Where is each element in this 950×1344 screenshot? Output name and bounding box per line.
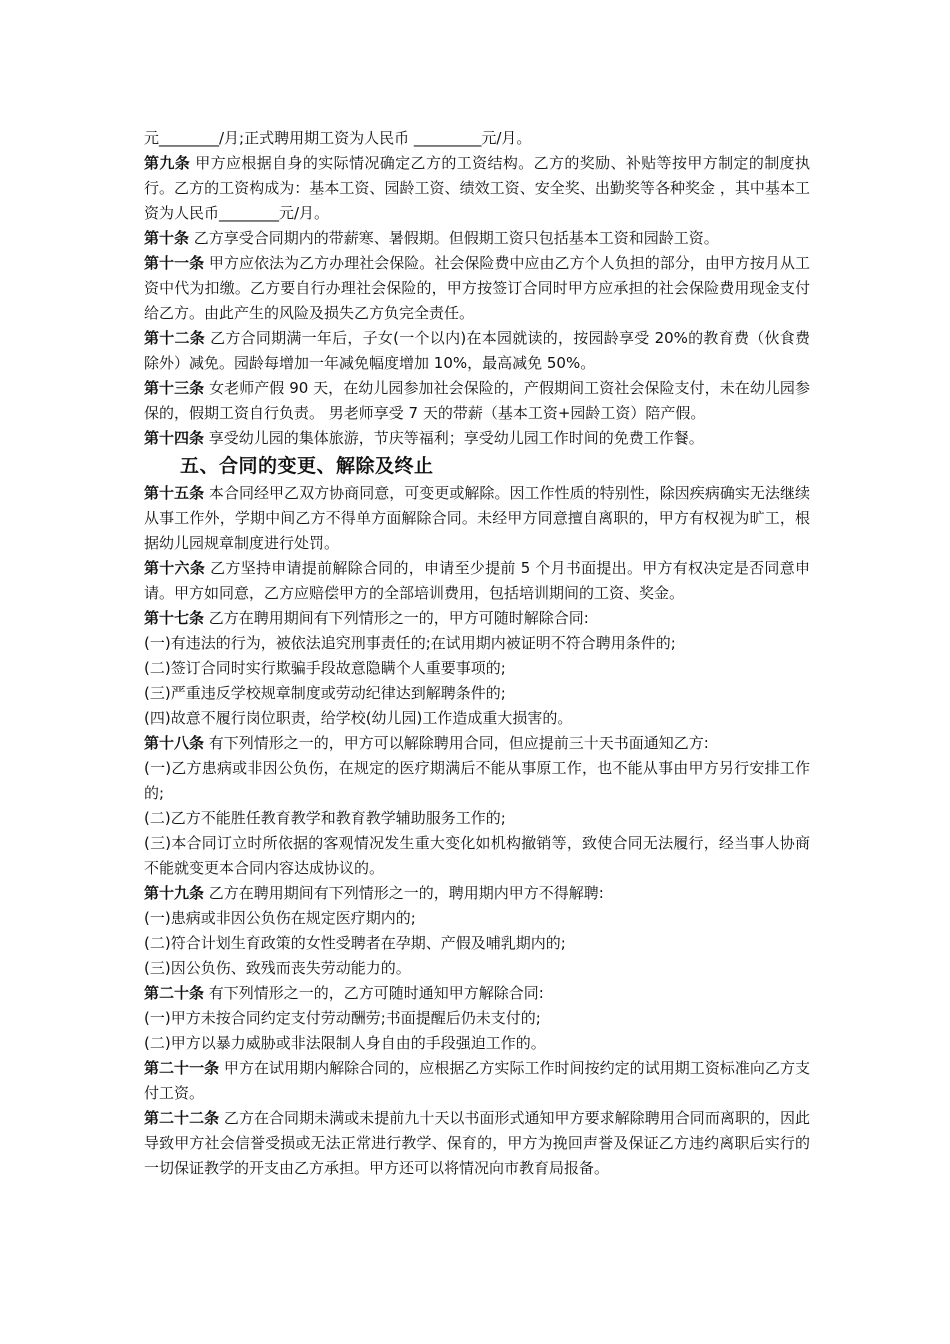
paragraph-text: (一)患病或非因公负伤在规定医疗期内的; bbox=[144, 909, 416, 927]
paragraph-text: 有下列情形之一的，甲方可以解除聘用合同，但应提前三十天书面通知乙方: bbox=[204, 734, 709, 752]
list-item bbox=[144, 1006, 810, 1031]
paragraph bbox=[144, 1056, 810, 1106]
article-number: 第二十二条 bbox=[144, 1109, 220, 1127]
paragraph-text: (二)甲方以暴力威胁或非法限制人身自由的手段强迫工作的。 bbox=[144, 1034, 546, 1052]
paragraph bbox=[144, 481, 810, 556]
article-number: 第二十条 bbox=[144, 984, 205, 1002]
paragraph-text: 有下列情形之一的，乙方可随时通知甲方解除合同: bbox=[204, 984, 544, 1002]
paragraph-text: (一)乙方患病或非因公负伤，在规定的医疗期满后不能从事原工作，也不能从事由甲方另行安排工作的; bbox=[144, 759, 810, 802]
paragraph-group-2 bbox=[144, 481, 810, 1181]
paragraph bbox=[144, 226, 810, 251]
paragraph-group-1 bbox=[144, 126, 810, 451]
paragraph-text: 享受幼儿园的集体旅游，节庆等福利；享受幼儿园工作时间的免费工作餐。 bbox=[204, 429, 704, 447]
paragraph bbox=[144, 151, 810, 226]
list-item bbox=[144, 831, 810, 881]
paragraph-text: (一)有违法的行为，被依法追究刑事责任的;在试用期内被证明不符合聘用条件的; bbox=[144, 634, 676, 652]
paragraph-text: 乙方享受合同期内的带薪寒、暑假期。但假期工资只包括基本工资和园龄工资。 bbox=[189, 229, 719, 247]
paragraph-text: 甲方应依法为乙方办理社会保险。社会保险费中应由乙方个人负担的部分，由甲方按月从工资中代为扣缴。乙方要自行办理社会保险的，甲方按签订合同时甲方应承担的社会保险费用现金支付给乙方。由此产生的风险及损失乙方负完全责任。 bbox=[144, 254, 810, 322]
paragraph bbox=[144, 251, 810, 326]
document-body bbox=[144, 126, 810, 1181]
paragraph-text: 乙方合同期满一年后，子女(一个以内)在本园就读的，按园龄享受 20%的教育费（伙食费除外）减免。园龄每增加一年减免幅度增加 10%，最高减免 50%。 bbox=[144, 329, 810, 372]
list-item bbox=[144, 706, 810, 731]
paragraph bbox=[144, 606, 810, 631]
paragraph-text: 乙方在聘用期间有下列情形之一的，聘用期内甲方不得解聘: bbox=[204, 884, 604, 902]
paragraph-text: (三)本合同订立时所依据的客观情况发生重大变化如机构撤销等，致使合同无法履行，经当事人协商不能就变更本合同内容达成协议的。 bbox=[144, 834, 810, 877]
article-number: 第十八条 bbox=[144, 734, 205, 752]
paragraph bbox=[144, 981, 810, 1006]
paragraph bbox=[144, 1106, 810, 1181]
paragraph-text: 本合同经甲乙双方协商同意，可变更或解除。因工作性质的特别性，除因疾病确实无法继续从事工作外，学期中间乙方不得单方面解除合同。未经甲方同意擅自离职的，甲方有权视为旷工，根据幼儿园规章制度进行处罚。 bbox=[144, 484, 810, 552]
paragraph-text: (三)因公负伤、致残而丧失劳动能力的。 bbox=[144, 959, 411, 977]
paragraph-text: (二)乙方不能胜任教育教学和教育教学辅助服务工作的; bbox=[144, 809, 506, 827]
article-number: 第十四条 bbox=[144, 429, 205, 447]
paragraph-text: (二)签订合同时实行欺骗手段故意隐瞒个人重要事项的; bbox=[144, 659, 506, 677]
list-item bbox=[144, 1031, 810, 1056]
paragraph bbox=[144, 326, 810, 376]
article-number: 第九条 bbox=[144, 154, 191, 172]
paragraph-text: 乙方在合同期未满或未提前九十天以书面形式通知甲方要求解除聘用合同而离职的，因此导致甲方社会信誉受损或无法正常进行教学、保育的，甲方为挽回声誉及保证乙方违约离职后实行的一切保证教学的开支由乙方承担。甲方还可以将情况向市教育局报备。 bbox=[144, 1109, 810, 1177]
article-number: 第十七条 bbox=[144, 609, 205, 627]
paragraph bbox=[144, 376, 810, 426]
list-item bbox=[144, 756, 810, 806]
paragraph-text: 乙方在聘用期间有下列情形之一的，甲方可随时解除合同: bbox=[204, 609, 589, 627]
list-item bbox=[144, 681, 810, 706]
article-number: 第十二条 bbox=[144, 329, 206, 347]
paragraph bbox=[144, 881, 810, 906]
article-number: 第十三条 bbox=[144, 379, 205, 397]
list-item bbox=[144, 956, 810, 981]
list-item bbox=[144, 931, 810, 956]
article-number: 第十五条 bbox=[144, 484, 205, 502]
article-number: 第十条 bbox=[144, 229, 190, 247]
paragraph-text: 女老师产假 90 天，在幼儿园参加社会保险的，产假期间工资社会保险支付，未在幼儿园参保的，假期工资自行负责。 男老师享受 7 天的带薪（基本工资+园龄工资）陪产假。 bbox=[144, 379, 810, 422]
paragraph-text: (一)甲方未按合同约定支付劳动酬劳;书面提醒后仍未支付的; bbox=[144, 1009, 541, 1027]
paragraph bbox=[144, 556, 810, 606]
paragraph-text: 元________/月;正式聘用期工资为人民币 _________元/月。 bbox=[144, 129, 532, 147]
paragraph bbox=[144, 426, 810, 451]
paragraph-text: 甲方在试用期内解除合同的，应根据乙方实际工作时间按约定的试用期工资标准向乙方支付工资。 bbox=[144, 1059, 810, 1102]
paragraph-text: (四)故意不履行岗位职责，给学校(幼儿园)工作造成重大损害的。 bbox=[144, 709, 573, 727]
paragraph bbox=[144, 731, 810, 756]
list-item bbox=[144, 906, 810, 931]
section-heading: 五、合同的变更、解除及终止 bbox=[180, 455, 434, 477]
list-item bbox=[144, 656, 810, 681]
paragraph-text: (二)符合计划生育政策的女性受聘者在孕期、产假及哺乳期内的; bbox=[144, 934, 566, 952]
article-number: 第十六条 bbox=[144, 559, 206, 577]
list-item bbox=[144, 806, 810, 831]
list-item bbox=[144, 631, 810, 656]
paragraph-text: 甲方应根据自身的实际情况确定乙方的工资结构。乙方的奖励、补贴等按甲方制定的制度执行。乙方的工资构成为：基本工资、园龄工资、绩效工资、安全奖、出勤奖等各种奖金 ，其中基本工资为人民币________元/月。 bbox=[144, 154, 810, 222]
paragraph bbox=[144, 126, 810, 151]
paragraph-text: (三)严重违反学校规章制度或劳动纪律达到解聘条件的; bbox=[144, 684, 506, 702]
article-number: 第十一条 bbox=[144, 254, 205, 272]
paragraph-text: 乙方坚持申请提前解除合同的，申请至少提前 5 个月书面提出。甲方有权决定是否同意申请。甲方如同意，乙方应赔偿甲方的全部培训费用，包括培训期间的工资、奖金。 bbox=[144, 559, 810, 602]
article-number: 第十九条 bbox=[144, 884, 205, 902]
article-number: 第二十一条 bbox=[144, 1059, 220, 1077]
